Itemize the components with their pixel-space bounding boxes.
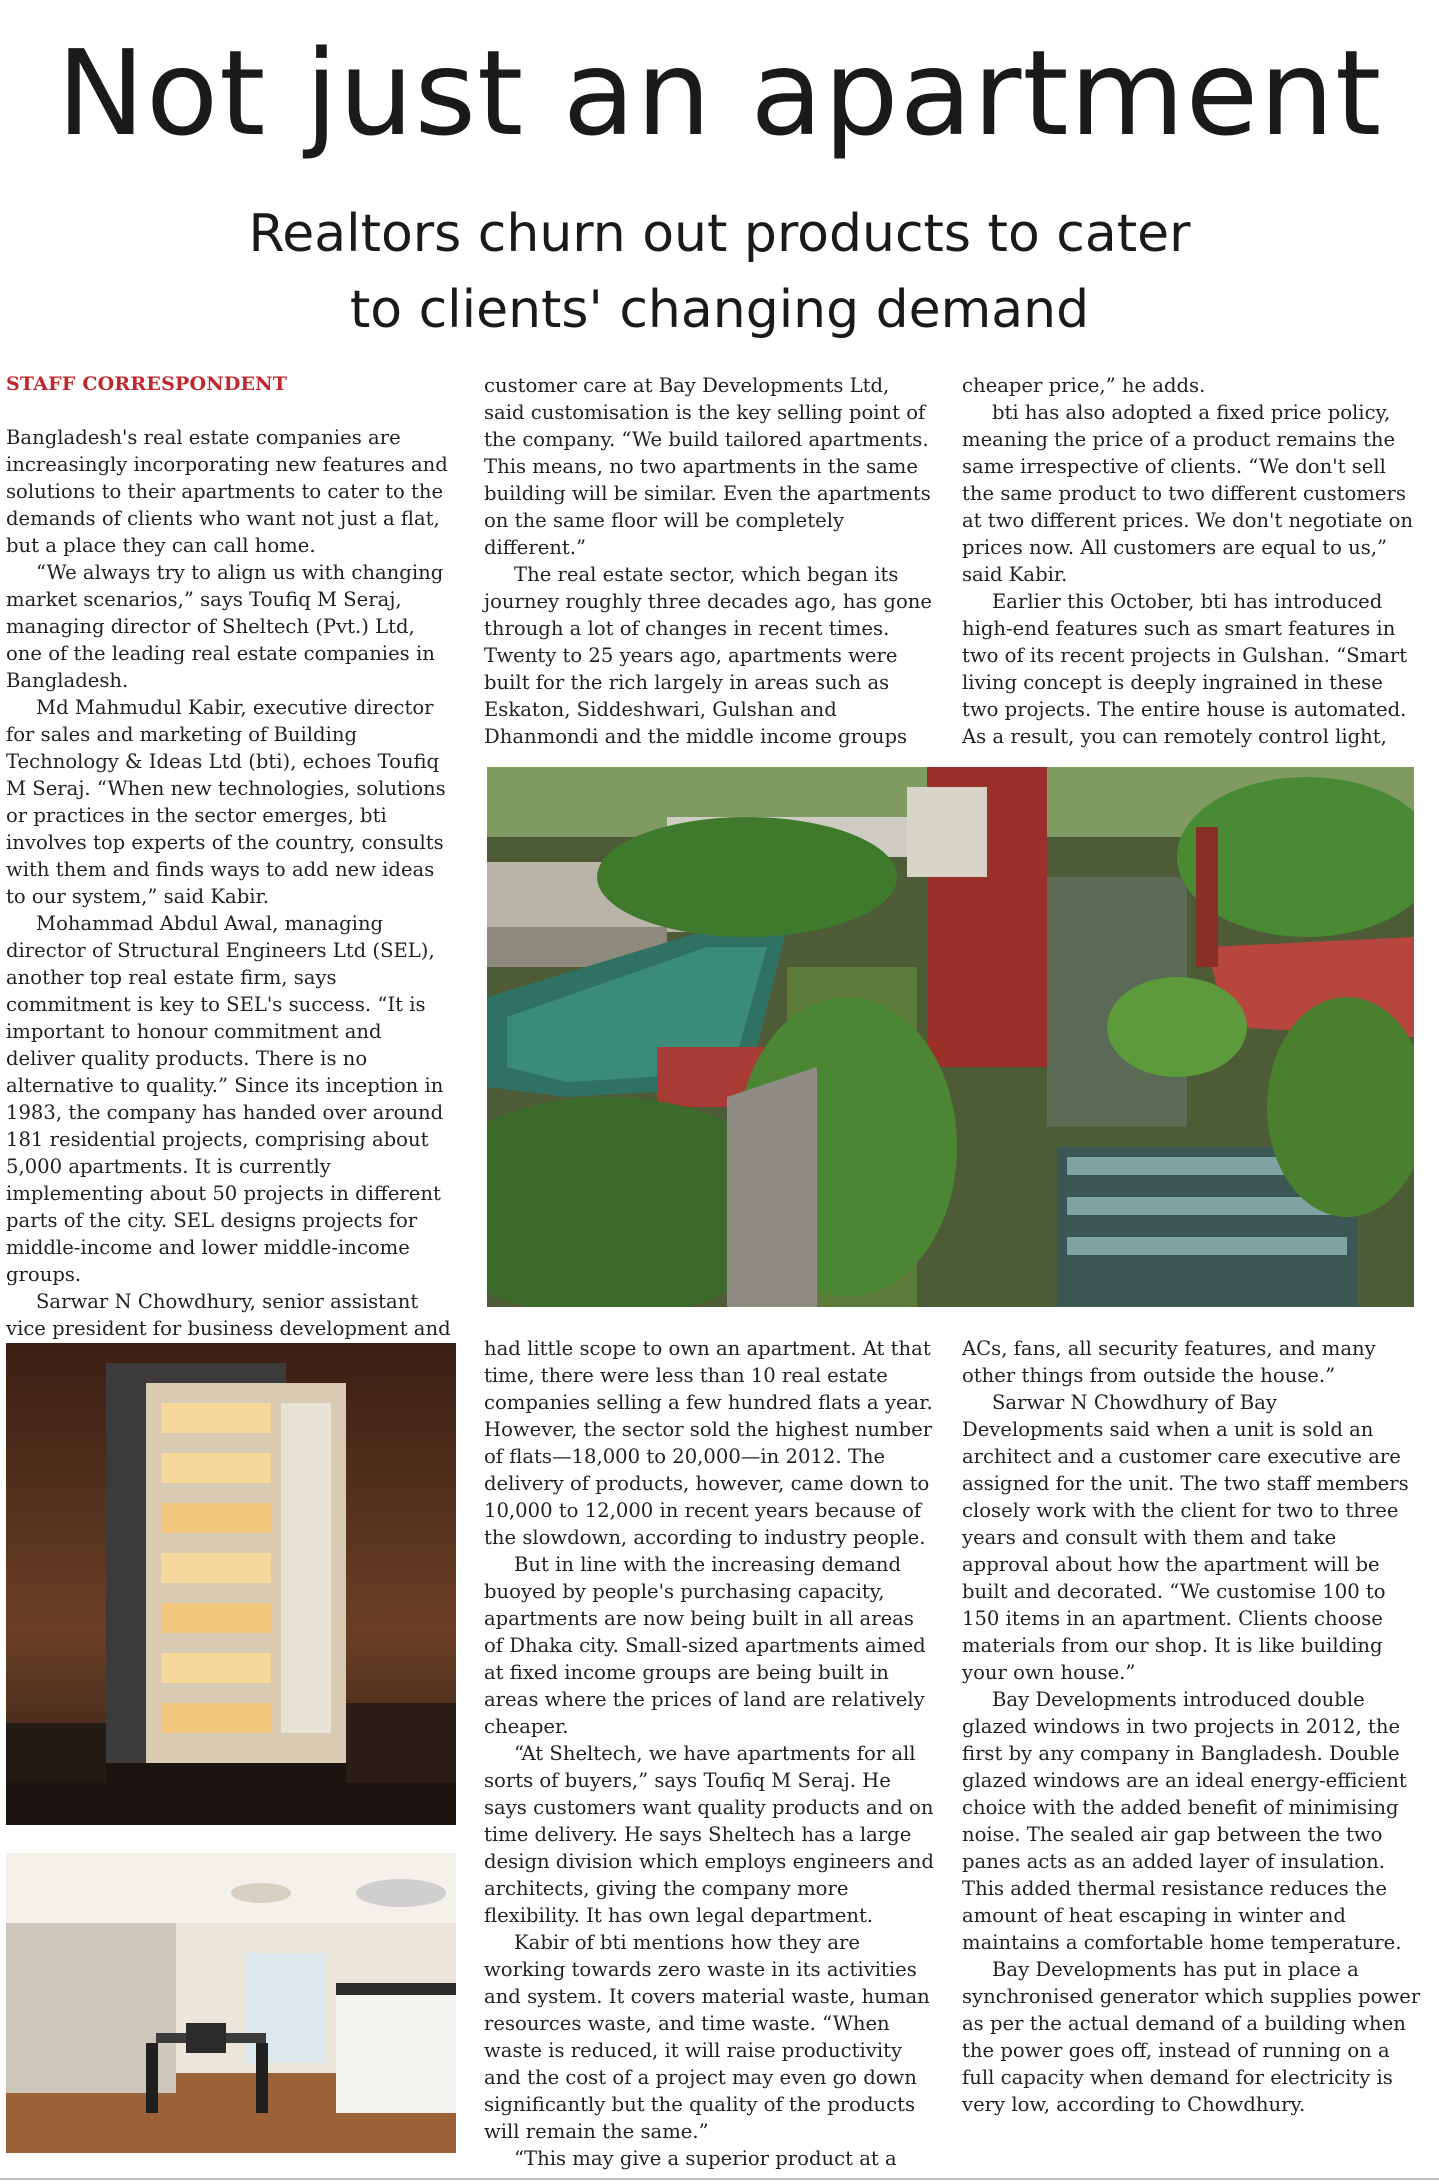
paragraph: customer care at Bay Developments Ltd, said customisation is the key selling point of the company. “We build tailored apartments. This means, no two apartments in the same building will be similar. Even the apartments on the same floor will be completely different.” — [484, 374, 931, 559]
paragraph: “At Sheltech, we have apartments for all sorts of buyers,” says Toufiq M Seraj. He says customers want quality products and on time delivery. He says Sheltech has a large design division which employs engineers and architects, giving the company more flexibility. It has own legal department. — [484, 1742, 934, 1927]
rooftop-garden-photo — [487, 767, 1414, 1307]
column-3-top-text — [962, 372, 1422, 750]
paragraph: Bangladesh's real estate companies are increasingly incorporating new features and solutions to their apartments to cater to the demands of clients who want not just a flat, but a place they can call home. — [6, 426, 448, 557]
paragraph: ACs, fans, all security features, and many other things from outside the house.” — [962, 1337, 1376, 1387]
column-1-text — [6, 424, 456, 1342]
paragraph: Sarwar N Chowdhury, senior assistant vice president for business development and — [6, 1290, 451, 1340]
paragraph: But in line with the increasing demand buoyed by people's purchasing capacity, apartments are now being built in all areas of Dhaka city. Small-sized apartments aimed at fixed income groups are being built in areas where the prices of land are relatively cheaper. — [484, 1553, 926, 1738]
paragraph: The real estate sector, which began its journey roughly three decades ago, has gone through a lot of changes in recent times. Twenty to 25 years ago, apartments were built for the rich largely in areas such as Eskaton, Siddeshwari, Gulshan and Dhanmondi and the middle income groups — [484, 563, 932, 748]
subheadline-line-1: Realtors churn out products to cater — [248, 204, 1191, 264]
residential-tower-photo — [6, 1343, 456, 1825]
paragraph: cheaper price,” he adds. — [962, 374, 1206, 397]
paragraph: “This may give a superior product at a — [514, 2147, 897, 2170]
paragraph: Bay Developments introduced double glazed windows in two projects in 2012, the first by any company in Bangladesh. Double glazed windows are an ideal energy-efficient choice with the added benefit of minimising noise. The sealed air gap between the two panes acts as an added layer of insulation. This added thermal resistance reduces the amount of heat escaping in winter and maintains a comfortable home temperature. — [962, 1688, 1407, 1954]
paragraph: Earlier this October, bti has introduced high-end features such as smart features in two of its recent projects in Gulshan. “Smart living concept is deeply ingrained in these two projects. The entire house is automated. As a result, you can remotely control light, — [962, 590, 1408, 748]
column-3-bottom-text — [962, 1335, 1422, 2118]
column-2-top-text — [484, 372, 936, 750]
subheadline-line-2: to clients' changing demand — [349, 280, 1090, 340]
paragraph: Sarwar N Chowdhury of Bay Developments said when a unit is sold an architect and a customer care executive are assigned for the unit. The two staff members closely work with the client for two to three years and consult with them and take approval about how the apartment will be built and decorated. “We customise 100 to 150 items in an apartment. Clients choose materials from our shop. It is like building your own house.” — [962, 1391, 1409, 1684]
paragraph: Md Mahmudul Kabir, executive director for sales and marketing of Building Technology & Ideas Ltd (bti), echoes Toufiq M Seraj. “When new technologies, solutions or practices in the sector emerges, bti involves top experts of the country, consults with them and finds ways to add new ideas to our system,” said Kabir. — [6, 696, 446, 908]
headline: Not just an apartment — [56, 24, 1383, 162]
bottom-rule — [0, 2178, 1439, 2180]
column-2-bottom-text — [484, 1335, 936, 2172]
paragraph: Kabir of bti mentions how they are working towards zero waste in its activities and system. It covers material waste, human resources waste, and time waste. “When waste is reduced, it will raise productivity and the cost of a project may even go down significantly but the quality of the products will remain the same.” — [484, 1931, 930, 2143]
paragraph: “We always try to align us with changing market scenarios,” says Toufiq M Seraj, managing director of Sheltech (Pvt.) Ltd, one of the leading real estate companies in Bangladesh. — [6, 561, 444, 692]
paragraph: bti has also adopted a fixed price policy, meaning the price of a product remains the same irrespective of clients. “We don't sell the same product to two different customers at two different prices. We don't negotiate on prices now. All customers are equal to us,” said Kabir. — [962, 401, 1414, 586]
apartment-interior-photo — [6, 1853, 456, 2153]
byline: STAFF CORRESPONDENT — [6, 373, 288, 395]
subheadline — [0, 196, 1439, 348]
paragraph: had little scope to own an apartment. At that time, there were less than 10 real estate companies selling a few hundred flats a year. However, the sector sold the highest number of flats—18,000 to 20,000—in 2012. The delivery of products, however, came down to 10,000 to 12,000 in recent years because of the slowdown, according to industry people. — [484, 1337, 933, 1549]
paragraph: Bay Developments has put in place a synchronised generator which supplies power as per the actual demand of a building when the power goes off, instead of running on a full capacity when demand for electricity is very low, according to Chowdhury. — [962, 1958, 1421, 2116]
paragraph: Mohammad Abdul Awal, managing director of Structural Engineers Ltd (SEL), another top real estate firm, says commitment is key to SEL's success. “It is important to honour commitment and deliver quality products. There is no alternative to quality.” Since its inception in 1983, the company has handed over around 181 residential projects, comprising about 5,000 apartments. It is currently implementing about 50 projects in different parts of the city. SEL designs projects for middle-income and lower middle-income groups. — [6, 912, 444, 1286]
